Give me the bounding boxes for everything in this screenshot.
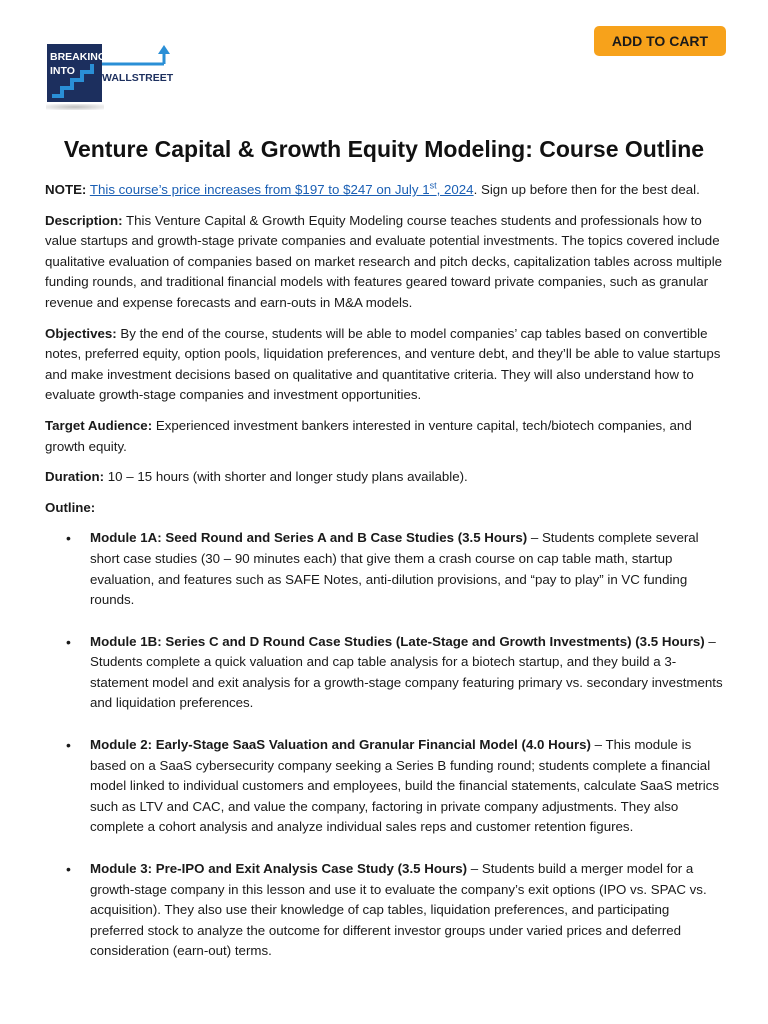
page-title: Venture Capital & Growth Equity Modeling: Course Outline <box>63 136 705 162</box>
objectives-label: Objectives: <box>45 325 117 341</box>
duration-label: Duration: <box>45 469 105 485</box>
module-text: – This module is based on a SaaS cybersecurity company seeking a Series B funding round; students complete a financial model linked to individual customers and employees, build the financial statements, calculate SaaS metrics such as LTV and CAC, and value the company, factoring in private company adjustments. They also complete a cohort analysis and analyze individual sales reps and customer retention figures. <box>90 737 719 835</box>
description-label: Description: <box>45 212 123 228</box>
svg-text:INTO: INTO <box>50 65 75 77</box>
bullet-icon: • <box>66 861 71 878</box>
audience-paragraph <box>45 416 725 457</box>
outline-heading: Outline: <box>45 499 96 515</box>
note-text: . Sign up before then for the best deal. <box>473 182 700 197</box>
module-title: Module 1B: Series C and D Round Case Studies (Late-Stage and Growth Investments) (3.5 Hours) <box>90 633 705 649</box>
module-text: – Students complete several short case studies (30 – 90 minutes each) that give them a crash course on cap table math, startup evaluation, and features such as SAFE Notes, anti-dilution provisions, and “pay to play” in VC funding rounds. <box>90 530 699 608</box>
module-title: Module 2: Early-Stage SaaS Valuation and Granular Financial Model (4.0 Hours) <box>90 737 591 753</box>
add-to-cart-button[interactable]: ADD TO CART <box>594 26 726 56</box>
objectives-paragraph <box>45 324 725 406</box>
svg-text:BREAKING: BREAKING <box>50 51 107 63</box>
bullet-icon: • <box>66 530 71 547</box>
price-increase-link[interactable]: This course’s price increases from $197 to $247 on July 1st, 2024 <box>89 180 474 197</box>
duration-text: 10 – 15 hours (with shorter and longer study plans available). <box>104 469 468 485</box>
list-item <box>45 735 725 838</box>
description-paragraph <box>45 211 725 314</box>
module-list <box>45 528 725 962</box>
description-text: This Venture Capital & Growth Equity Modeling course teaches students and professionals how to value startups and growth-stage private companies and evaluate potential investments. The topics covered include qualitative evaluation of companies based on market research and pitch decks, capitalization tables across multiple funding rounds, and traditional financial models with features geared toward private companies, such as granular revenue and expense forecasts and earn-outs in M&A models. <box>45 212 723 310</box>
audience-label: Target Audience: <box>45 417 153 433</box>
list-item <box>45 859 725 962</box>
list-item <box>45 632 725 714</box>
bullet-icon: • <box>66 633 71 650</box>
module-title: Module 3: Pre-IPO and Exit Analysis Case Study (3.5 Hours) <box>90 861 468 877</box>
note-paragraph <box>45 180 725 201</box>
bullet-icon: • <box>66 737 71 754</box>
note-label: NOTE: <box>45 182 87 197</box>
module-text: – Students build a merger model for a growth-stage company in this lesson and use it to evaluate the company’s exit options (IPO vs. SPAC vs. acquisition). They also use their knowledge of cap tables, liquidation preferences, and participating preferred stock to analyze the outcome for different investor groups under varied prices and deferred consideration (earn-out) terms. <box>90 861 707 959</box>
objectives-text: By the end of the course, students will be able to model companies’ cap tables based on convertible notes, preferred equity, option pools, liquidation preferences, and venture debt, and they’ll be able to value startups and make investment decisions based on qualitative and quantitative criteria. They will also understand how to evaluate growth-stage companies and investment opportunities. <box>45 325 721 403</box>
audience-text: Experienced investment bankers interested in venture capital, tech/biotech companies, and growth equity. <box>45 417 692 454</box>
course-outline-content <box>45 180 725 983</box>
svg-text:WALLSTREET: WALLSTREET <box>102 72 174 84</box>
module-text: – Students complete a quick valuation and cap table analysis for a biotech startup, and they build a 3-statement model and exit analysis for a growth-stage company featuring primary vs. secondary investments and liquidation preferences. <box>90 633 723 711</box>
duration-paragraph <box>45 467 725 488</box>
module-title: Module 1A: Seed Round and Series A and B Case Studies (3.5 Hours) <box>90 530 528 546</box>
list-item <box>45 528 725 610</box>
breaking-into-wallstreet-logo[interactable] <box>46 44 176 116</box>
logo-graphic <box>46 44 176 106</box>
